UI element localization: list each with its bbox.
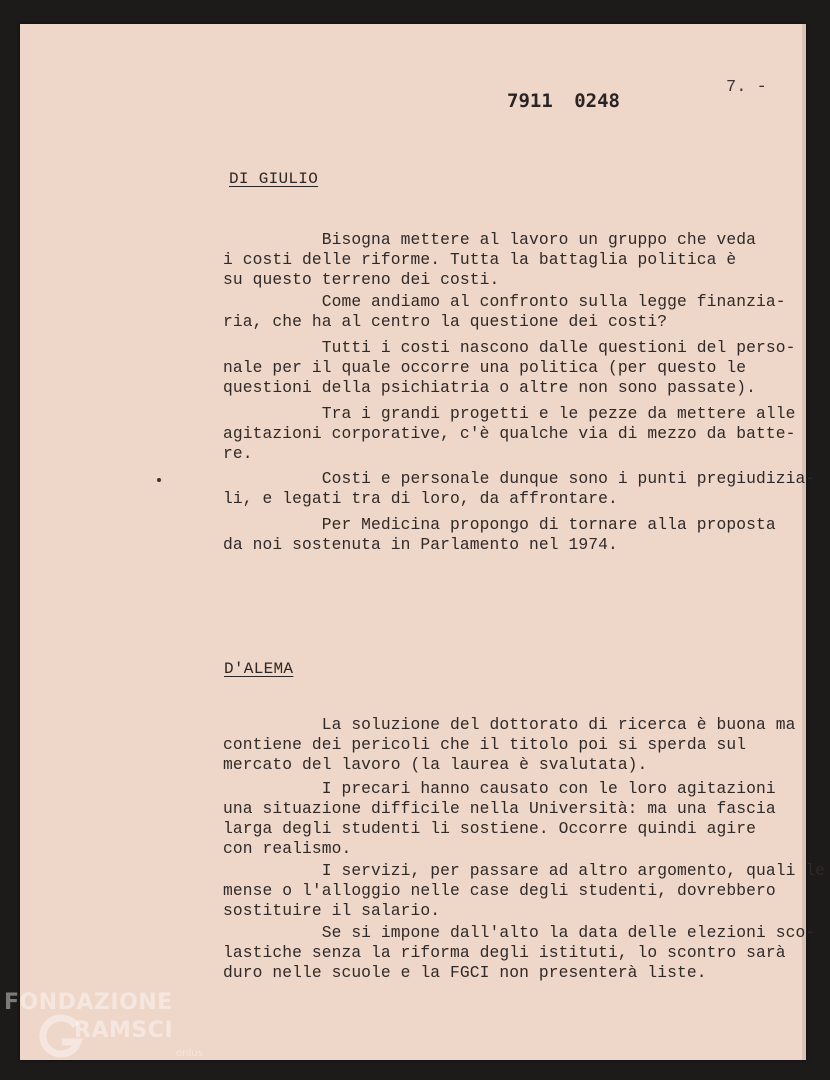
- paragraph: Tutti i costi nascono dalle questioni del perso- nale per il quale occorre una politica (per questo le questioni della psichiatria o altre non sono passate).: [223, 338, 796, 397]
- speaker-heading-di-giulio: DI GIULIO: [229, 170, 319, 188]
- ink-dot: [157, 478, 161, 482]
- paragraph: I precari hanno causato con le loro agitazioni una situazione difficile nella Università: ma una fascia larga degli studenti li sostiene. Occorre quindi agire con realismo.: [223, 779, 776, 858]
- paragraph: Se si impone dall'alto la data delle elezioni sco- lastiche senza la riforma degli istituti, lo scontro sarà duro nelle scuole e la FGCI non presenterà liste.: [223, 923, 816, 982]
- watermark-line2: RAMSCI: [74, 1018, 174, 1043]
- fondazione-gramsci-watermark: [4, 990, 214, 1070]
- paragraph: Come andiamo al confronto sulla legge finanzia- ria, che ha al centro la questione dei costi?: [223, 292, 786, 331]
- paragraph: Per Medicina propongo di tornare alla proposta da noi sostenuta in Parlamento nel 1974.: [223, 515, 776, 554]
- watermark-line1: FONDAZIONE: [4, 990, 173, 1015]
- paragraph: Costi e personale dunque sono i punti pregiudizia- li, e legati tra di loro, da affrontare.: [223, 469, 816, 508]
- paragraph: I servizi, per passare ad altro argomento, quali le mense o l'alloggio nelle case degli studenti, dovrebbero sostituire il salario.: [223, 861, 826, 920]
- paragraph: Bisogna mettere al lavoro un gruppo che veda i costi delle riforme. Tutta la battaglia politica è su questo terreno dei costi.: [223, 230, 756, 289]
- archive-number: 7911 0248: [507, 90, 620, 112]
- paragraph: La soluzione del dottorato di ricerca è buona ma contiene dei pericoli che il titolo poi si sperda sul mercato del lavoro (la laurea è svalutata).: [223, 715, 796, 774]
- watermark-suffix: onlus: [176, 1048, 203, 1059]
- paragraph: Tra i grandi progetti e le pezze da mettere alle agitazioni corporative, c'è qualche via di mezzo da batte- re.: [223, 404, 796, 463]
- document-page: [20, 24, 826, 1060]
- speaker-heading-dalema: D'ALEMA: [224, 660, 294, 678]
- page-number: 7. -: [726, 78, 767, 97]
